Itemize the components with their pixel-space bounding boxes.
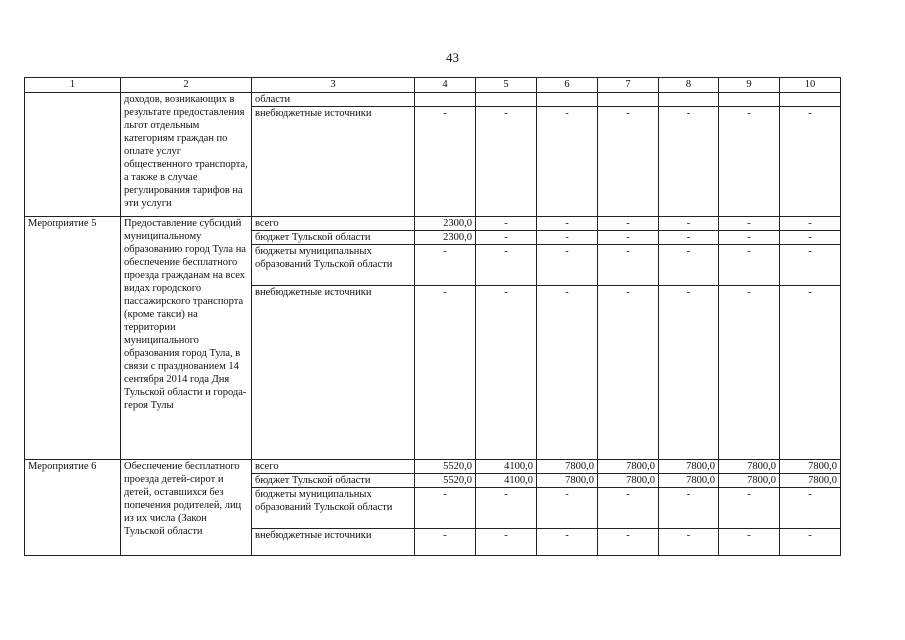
value-cell: - [719, 107, 780, 217]
value-cell: - [659, 286, 719, 460]
value-cell: - [476, 529, 537, 556]
measure-description: Обеспечение бесплатного проезда детей-сирот и детей, оставшихся без попечения родителей, лиц из их числа (Закон Тульской области [121, 460, 252, 556]
value-cell: 7800,0 [659, 474, 719, 488]
value-cell: - [719, 245, 780, 286]
measure-name: Мероприятие 5 [25, 217, 121, 460]
value-cell: - [659, 231, 719, 245]
value-cell [537, 93, 598, 107]
funding-source: всего [252, 460, 415, 474]
value-cell: - [476, 231, 537, 245]
value-cell: - [537, 217, 598, 231]
page-number: 43 [446, 50, 459, 65]
funding-source: внебюджетные источники [252, 107, 415, 217]
value-cell: - [415, 107, 476, 217]
value-cell: - [476, 217, 537, 231]
value-cell: - [476, 107, 537, 217]
value-cell [476, 93, 537, 107]
value-cell [598, 93, 659, 107]
column-header: 5 [476, 78, 537, 93]
value-cell [415, 93, 476, 107]
measure-description: Предоставление субсидий муниципальному образованию город Тула на обеспечение бесплатного проезда гражданам на всех видах городского пассажирского транспорта (кроме такси) на территории муниципального образования город Тула, в связи с празднованием 14 сентября 2014 года Дня Тульской области и города-героя Тулы [121, 217, 252, 460]
value-cell: - [537, 107, 598, 217]
table-body [25, 78, 841, 556]
value-cell: - [598, 217, 659, 231]
value-cell: 7800,0 [537, 474, 598, 488]
value-cell: 2300,0 [415, 231, 476, 245]
value-cell: - [719, 231, 780, 245]
value-cell: - [780, 529, 841, 556]
value-cell: - [537, 286, 598, 460]
value-cell: 7800,0 [537, 460, 598, 474]
value-cell: - [598, 488, 659, 529]
funding-source: бюджеты муниципальных образований Тульской области [252, 488, 415, 529]
column-header: 4 [415, 78, 476, 93]
funding-source: всего [252, 217, 415, 231]
value-cell: 2300,0 [415, 217, 476, 231]
value-cell: - [780, 488, 841, 529]
value-cell: 5520,0 [415, 460, 476, 474]
value-cell: - [598, 286, 659, 460]
value-cell [780, 93, 841, 107]
value-cell: - [719, 217, 780, 231]
value-cell: - [598, 107, 659, 217]
column-header: 8 [659, 78, 719, 93]
value-cell: - [476, 488, 537, 529]
value-cell: - [598, 231, 659, 245]
value-cell: - [780, 231, 841, 245]
funding-source: бюджет Тульской области [252, 474, 415, 488]
value-cell: 7800,0 [780, 460, 841, 474]
column-header: 2 [121, 78, 252, 93]
value-cell: - [415, 529, 476, 556]
column-header: 7 [598, 78, 659, 93]
funding-source: области [252, 93, 415, 107]
value-cell: - [415, 245, 476, 286]
funding-source: внебюджетные источники [252, 286, 415, 460]
value-cell: 7800,0 [719, 474, 780, 488]
value-cell: - [476, 286, 537, 460]
funding-source: бюджет Тульской области [252, 231, 415, 245]
measure-name: Мероприятие 6 [25, 460, 121, 556]
table-row [25, 217, 841, 231]
column-header: 10 [780, 78, 841, 93]
value-cell [719, 93, 780, 107]
value-cell: - [598, 529, 659, 556]
table-row [25, 93, 841, 107]
value-cell [659, 93, 719, 107]
value-cell: 7800,0 [719, 460, 780, 474]
measure-name-cell [25, 93, 121, 217]
column-header: 9 [719, 78, 780, 93]
value-cell: 4100,0 [476, 460, 537, 474]
value-cell: - [719, 488, 780, 529]
value-cell: - [415, 286, 476, 460]
value-cell: - [659, 529, 719, 556]
value-cell: - [659, 217, 719, 231]
value-cell: - [659, 107, 719, 217]
value-cell: - [719, 529, 780, 556]
table-row [25, 460, 841, 474]
value-cell: 7800,0 [780, 474, 841, 488]
value-cell: - [780, 217, 841, 231]
column-header: 6 [537, 78, 598, 93]
value-cell: - [780, 245, 841, 286]
column-header: 3 [252, 78, 415, 93]
value-cell: - [537, 245, 598, 286]
value-cell: 5520,0 [415, 474, 476, 488]
value-cell: - [537, 529, 598, 556]
value-cell: - [537, 231, 598, 245]
value-cell: 7800,0 [598, 474, 659, 488]
financing-table [24, 77, 841, 556]
funding-source: внебюджетные источники [252, 529, 415, 556]
value-cell: - [537, 488, 598, 529]
value-cell: - [780, 107, 841, 217]
value-cell: - [659, 488, 719, 529]
value-cell: 4100,0 [476, 474, 537, 488]
value-cell: 7800,0 [659, 460, 719, 474]
value-cell: - [415, 488, 476, 529]
value-cell: - [719, 286, 780, 460]
value-cell: - [598, 245, 659, 286]
measure-description: доходов, возникающих в результате предоставления льгот отдельным категориям граждан по оплате услуг общественного транспорта, а также в случае регулирования тарифов на эти услуги [121, 93, 252, 217]
value-cell: 7800,0 [598, 460, 659, 474]
value-cell: - [476, 245, 537, 286]
value-cell: - [659, 245, 719, 286]
value-cell: - [780, 286, 841, 460]
header-row [25, 78, 841, 93]
funding-source: бюджеты муниципальных образований Тульской области [252, 245, 415, 286]
column-header: 1 [25, 78, 121, 93]
